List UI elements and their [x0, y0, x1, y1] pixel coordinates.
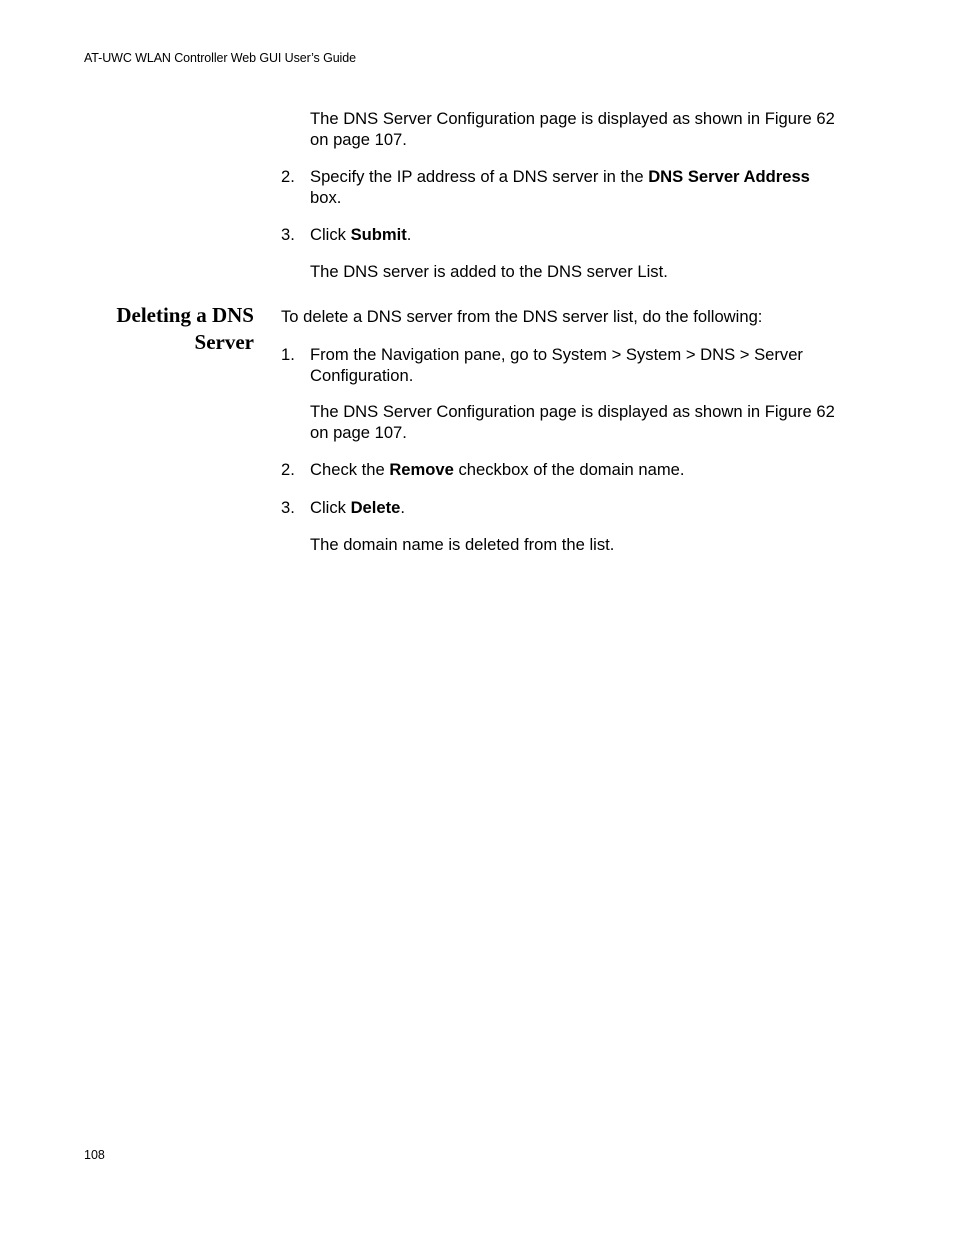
add-result: The DNS server is added to the DNS server List. — [310, 262, 668, 281]
running-header: AT-UWC WLAN Controller Web GUI User’s Guide — [84, 51, 356, 65]
step-text-post: . — [400, 498, 405, 517]
delete-step-1-result: The DNS Server Configuration page is displayed as shown in Figure 62 on page 107. — [310, 402, 835, 442]
step-number: 3. — [281, 225, 295, 244]
step-number: 1. — [281, 345, 295, 364]
step-text-post: checkbox of the domain name. — [453, 460, 685, 479]
step-text — [310, 497, 840, 518]
step-text — [310, 459, 840, 480]
step-text-post: box. — [310, 188, 342, 207]
section-heading-line1: Deleting a DNS — [116, 303, 254, 327]
step-number: 3. — [281, 498, 295, 517]
step-text-post: . — [406, 225, 412, 244]
add-intro-result: The DNS Server Configuration page is displayed as shown in Figure 62 on page 107. — [310, 109, 835, 149]
delete-result: The domain name is deleted from the list. — [310, 535, 615, 554]
section-heading-line2: Server — [194, 330, 254, 354]
step-text — [310, 224, 840, 245]
step-text-pre: Specify the IP address of a DNS server in the — [310, 167, 649, 186]
step-number: 2. — [281, 460, 295, 479]
step-text-bold: Remove — [389, 460, 454, 479]
step-text — [310, 166, 840, 208]
section-heading — [54, 302, 254, 356]
step-number: 2. — [281, 167, 295, 186]
step-text-bold: Delete — [350, 498, 401, 517]
step-text-bold: Submit — [350, 225, 407, 244]
page-number: 108 — [84, 1148, 105, 1162]
step-text-bold: DNS Server Address — [648, 167, 810, 186]
delete-intro: To delete a DNS server from the DNS server list, do the following: — [281, 307, 763, 326]
step-text-pre: Check the — [310, 460, 390, 479]
step-text-pre: Click — [310, 225, 351, 244]
step-text-pre: Click — [310, 498, 351, 517]
step-text: From the Navigation pane, go to System > System > DNS > Server Configuration. — [310, 345, 803, 385]
